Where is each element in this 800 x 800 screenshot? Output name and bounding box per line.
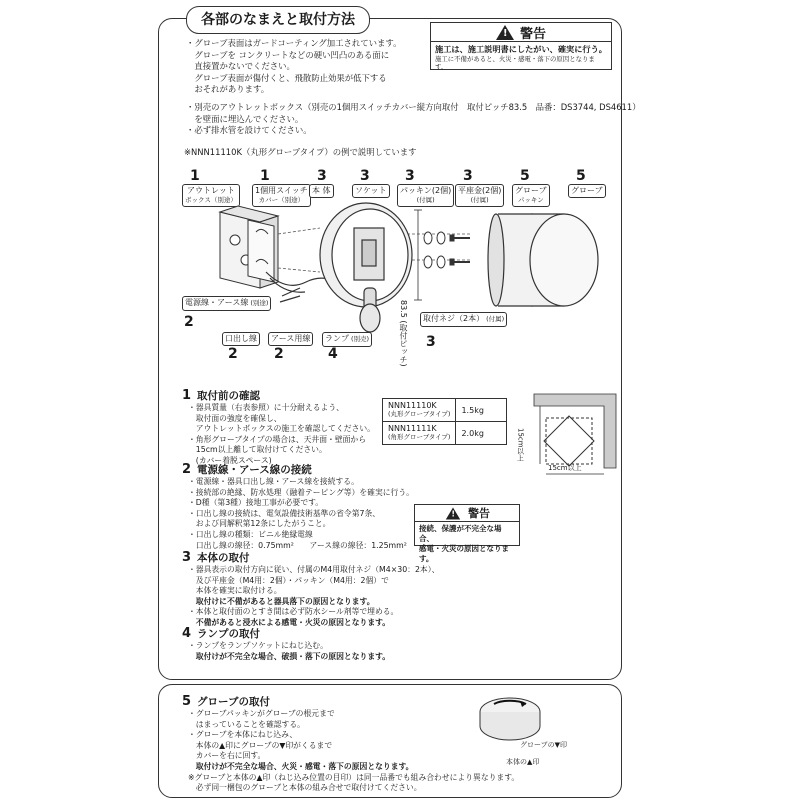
model-name: NNN11110K xyxy=(388,401,437,410)
clearance-label-h: 15cm以上 xyxy=(548,464,582,472)
part-number: 3 xyxy=(317,168,327,184)
weight-row xyxy=(383,422,507,445)
section-title: 取付前の確認 xyxy=(197,390,261,402)
part-label-sub: (付属) xyxy=(486,315,505,323)
exploded-diagram xyxy=(170,200,600,350)
globe-mark-label: グローブの▼印 xyxy=(520,741,568,749)
washers-screws xyxy=(424,232,470,268)
section-title: 本体の取付 xyxy=(197,552,250,564)
section-title: グローブの取付 xyxy=(197,696,271,708)
section-line: 本体を確実に取付ける。 xyxy=(188,586,282,596)
model-note: ※NNN11110K（丸形グローブタイプ）の例で説明しています xyxy=(184,147,417,157)
section-line: ・D種（第3種）接地工事が必要です。 xyxy=(188,498,324,508)
part-label-main: 取付ネジ（2本） xyxy=(423,314,485,323)
intro-line: ・グローブ表面はガードコーティング加工されています。 xyxy=(186,38,402,48)
intro-line: ・必ず排水管を設けてください。 xyxy=(186,125,312,136)
section-number: 4 xyxy=(182,626,192,641)
part-label-sub: (別売) xyxy=(351,335,370,343)
part-label-main: 1個用スイッチ xyxy=(255,186,308,195)
section-heading xyxy=(182,462,312,477)
section-heading xyxy=(182,694,270,709)
section-line: 15cm以上離して取付けてください。 xyxy=(188,445,327,455)
section-line: ・器具質量（右表参照）に十分耐えるよう、 xyxy=(188,403,344,412)
part-number: 5 xyxy=(576,168,586,184)
section-line: 取付面の強度を確保し、 xyxy=(188,413,282,423)
part-label-sub: ボックス（別途） xyxy=(185,195,237,204)
section-line: アウトレットボックスの施工を確認してください。 xyxy=(188,424,375,434)
model-cell xyxy=(383,399,456,422)
section-line: 必ず同一梱包のグローブと本体の組み合せで取付けてください。 xyxy=(188,783,422,793)
section-heading xyxy=(182,550,250,565)
section-line: ・グローブを本体にねじ込み、 xyxy=(188,730,298,740)
part-number: 5 xyxy=(520,168,530,184)
pitch-value: 83.5 xyxy=(399,300,408,318)
part-label-sub: (付属) xyxy=(416,195,435,204)
section-heading xyxy=(182,388,260,403)
section-line: 不備があると浸水による感電・火災の原因となります。 xyxy=(188,618,391,627)
globe xyxy=(488,214,598,306)
warning-line1: 接続、保護が不完全な場合、 xyxy=(419,524,502,543)
intro-line: おそれがあります。 xyxy=(186,84,270,95)
pitch-label xyxy=(398,300,409,367)
weight-table xyxy=(382,398,507,445)
part-label-main: 電源線・アース線 xyxy=(185,298,249,307)
section-line: および同解釈第12条にしたがうこと。 xyxy=(188,519,331,529)
warning-head: 警告 xyxy=(519,26,546,42)
part-label-main: アウトレット xyxy=(187,186,235,195)
warning-line2: 感電・火災の原因となります。 xyxy=(419,544,509,563)
intro-line: グローブ表面が傷付くと、飛散防止効果が低下する xyxy=(186,72,387,83)
model-type: (角形グローブタイプ) xyxy=(388,433,451,441)
section-line: ・ランプをランプソケットにねじ込む。 xyxy=(188,641,328,650)
part-label xyxy=(309,184,334,198)
intro-line: 直接置かないでください。 xyxy=(186,61,295,72)
intro-line: を壁面に埋込んでください。 xyxy=(186,113,304,124)
warning-head: 警告 xyxy=(468,507,490,520)
part-label xyxy=(568,184,606,198)
part-number: 3 xyxy=(463,168,473,184)
section-number: 2 xyxy=(182,462,192,477)
part-label xyxy=(352,184,390,198)
pitch-sub: (取付ピッチ) xyxy=(399,320,408,367)
part-label-main: パッキン(2個) xyxy=(400,186,452,195)
section-number: 1 xyxy=(182,388,192,403)
section-line: 取付けが不完全な場合、火災・感電・落下の原因となります。 xyxy=(188,762,414,771)
switch-cover xyxy=(248,220,274,282)
part-number: 2 xyxy=(228,346,238,362)
section-line: ・口出し線の種類：ビニル絶縁電線 xyxy=(188,530,313,539)
warning-box-top xyxy=(430,22,612,70)
section-line: 口出し線の線径：0.75mm² アース線の線径：1.25mm² xyxy=(188,540,407,550)
intro-line: ・別売のアウトレットボックス（別売の1個用スイッチカバー縦方向取付 取付ピッチ83.5 品番：DS3744, DS4611） xyxy=(186,102,641,112)
section-line: カバーを右に回す。 xyxy=(188,751,266,761)
part-label-main: グローブ xyxy=(515,186,547,195)
section-heading xyxy=(182,626,260,641)
part-number: 1 xyxy=(260,168,270,184)
section-line: ・口出し線の接続は、電気設備技術基準の省令第7条、 xyxy=(188,508,381,518)
section-line: ・接続部の絶縁、防水処理（融着テーピング等）を確実に行う。 xyxy=(188,487,414,497)
intro-line: グローブを コンクリートなどの硬い凹凸のある面に xyxy=(186,49,390,60)
part-number: 2 xyxy=(274,346,284,362)
section-line: (カバー着脱スペース) xyxy=(188,456,272,465)
section-line: ・器具表示の取付方向に従い、付属のM4用取付ネジ（M4×30：2本）、 xyxy=(188,565,440,574)
part-label-main: グローブ xyxy=(571,186,603,195)
section-line: はまっていることを確認する。 xyxy=(188,719,305,729)
weight-row xyxy=(383,399,507,422)
body-mark-label: 本体の▲印 xyxy=(506,758,540,766)
section-title: 電源線・アース線の接続 xyxy=(197,464,312,476)
weight-cell: 1.5kg xyxy=(456,399,507,422)
model-name: NNN11111K xyxy=(388,424,437,433)
model-type: (丸形グローブタイプ) xyxy=(388,410,451,418)
warning-line2: 施工に不備があると、火災・感電・落下の原因となります。 xyxy=(435,55,595,71)
warning-icon xyxy=(496,25,514,40)
section-line: 本体の▲印にグローブの▼印がくるまで xyxy=(188,740,333,750)
part-label-main: 本 体 xyxy=(312,186,331,195)
section-line: ・本体と取付面のとすき間は必ず防水シール剤等で埋める。 xyxy=(188,607,399,617)
part-label-sub: (付属) xyxy=(470,195,489,204)
part-number: 3 xyxy=(360,168,370,184)
part-number: 3 xyxy=(405,168,415,184)
section-number: 5 xyxy=(182,694,192,709)
section-line: ・角形グローブタイプの場合は、天井面・壁面から xyxy=(188,434,366,444)
part-number: 2 xyxy=(184,314,194,330)
weight-cell: 2.0kg xyxy=(456,422,507,445)
section-line: ・グローブパッキンがグローブの根元まで xyxy=(188,709,335,718)
warning-line1: 施工は、施工説明書にしたがい、確実に行う。 xyxy=(435,44,607,54)
part-label-main: ソケット xyxy=(355,186,387,195)
section-line: 及び平座金（M4用：2個）・パッキン（M4用：2個）で xyxy=(188,575,389,585)
part-label-sub: (別途) xyxy=(250,299,269,307)
section-line: 取付けに不備があると器具落下の原因となります。 xyxy=(188,596,375,606)
part-label-main: ランプ xyxy=(325,334,349,343)
section-line: 取付けが不完全な場合、破損・落下の原因となります。 xyxy=(188,651,391,661)
part-number: 1 xyxy=(190,168,200,184)
warning-icon xyxy=(446,507,460,519)
clearance-label-v: 15cm以上 xyxy=(516,428,525,462)
warning-box-mid xyxy=(414,504,520,563)
part-label-sub: パッキン xyxy=(517,195,544,204)
part-label-sub: カバー（別途） xyxy=(258,195,305,204)
part-label-main: 口出し線 xyxy=(225,334,257,343)
section-title: ランプの取付 xyxy=(197,628,261,640)
model-cell xyxy=(383,422,456,445)
part-number: 4 xyxy=(328,346,338,362)
part-number: 3 xyxy=(426,334,436,350)
part-label-main: 平座金(2個) xyxy=(458,186,502,195)
section-line: ※グローブと本体の▲印（ねじ込み位置の目印）は同一品番でも組み合わせにより異なります。 xyxy=(188,772,520,782)
part-label-main: アース用線 xyxy=(271,334,311,343)
page-title: 各部のなまえと取付方法 xyxy=(186,6,370,34)
section-line: ・電源線・器具口出し線・アース線を接続する。 xyxy=(188,477,359,486)
section-number: 3 xyxy=(182,550,192,565)
